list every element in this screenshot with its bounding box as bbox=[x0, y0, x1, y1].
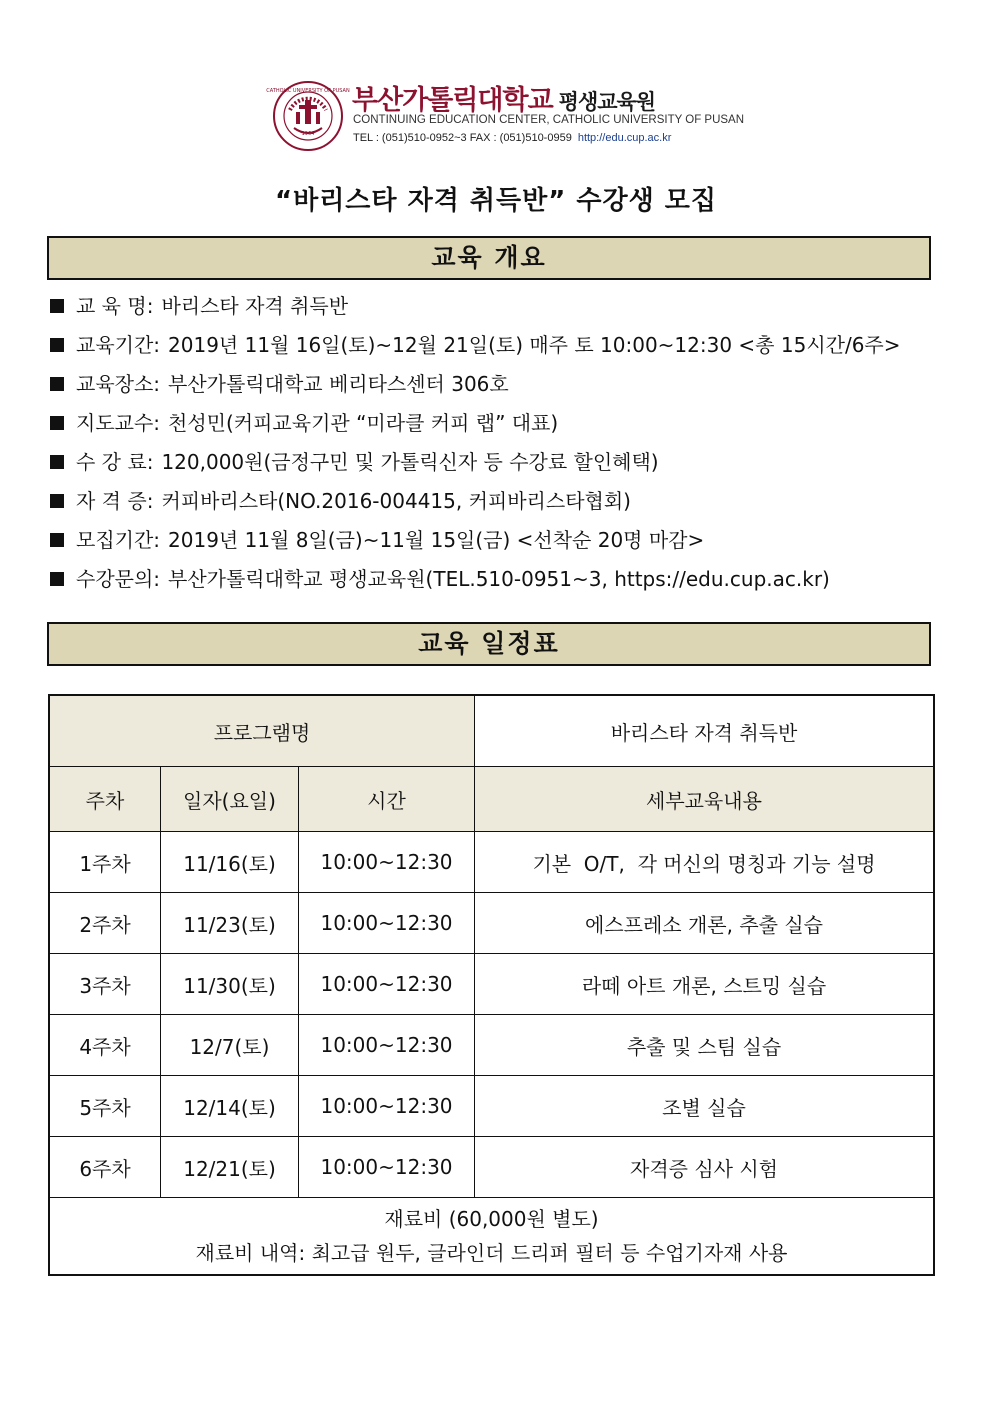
list-item: 자 격 증: 커피바리스타(NO.2016-004415, 커피바리스타협회) bbox=[50, 483, 950, 522]
item-value: 부산가톨릭대학교 평생교육원(TEL.510-0951~3, https://edu.cup.ac.kr) bbox=[168, 567, 830, 591]
table-footer-row bbox=[49, 1198, 934, 1276]
overview-heading: 교육 개요 bbox=[47, 236, 931, 280]
bullet-square-icon bbox=[50, 338, 64, 352]
org-contact bbox=[353, 132, 671, 144]
org-url-link[interactable]: http://edu.cup.ac.kr bbox=[577, 132, 672, 144]
contact-phone-fax: TEL : (051)510-0952~3 FAX : (051)510-0959 bbox=[353, 132, 572, 144]
seal-year: 1964 bbox=[301, 131, 315, 137]
table-row bbox=[49, 832, 934, 893]
week-cell: 6주차 bbox=[49, 1137, 161, 1198]
org-subname: 평생교육원 bbox=[558, 90, 656, 114]
date-cell: 12/21(토) bbox=[161, 1137, 299, 1198]
item-value: 120,000원(금정구민 및 가톨릭신자 등 수강료 할인혜택) bbox=[161, 450, 659, 474]
program-name: 바리스타 자격 취득반 bbox=[475, 695, 935, 767]
material-fee-detail: 재료비 내역: 최고급 원두, 글라인더 드리퍼 필터 등 수업기자재 사용 bbox=[195, 1241, 788, 1265]
time-cell: 10:00~12:30 bbox=[299, 1015, 475, 1076]
time-cell: 10:00~12:30 bbox=[299, 893, 475, 954]
item-value: 부산가톨릭대학교 베리타스센터 306호 bbox=[168, 372, 509, 396]
date-cell: 12/14(토) bbox=[161, 1076, 299, 1137]
org-name: 부산가톨릭대학교 bbox=[352, 85, 553, 116]
item-label: 교 육 명 bbox=[76, 294, 147, 318]
seal-text: CATHOLIC UNIVERSITY OF PUSAN bbox=[266, 88, 350, 94]
column-header: 시간 bbox=[299, 767, 475, 832]
table-row bbox=[49, 1015, 934, 1076]
material-fee: 재료비 (60,000원 별도) bbox=[384, 1207, 599, 1231]
week-cell: 4주차 bbox=[49, 1015, 161, 1076]
page-header bbox=[266, 74, 745, 154]
time-cell: 10:00~12:30 bbox=[299, 1137, 475, 1198]
bullet-square-icon bbox=[50, 455, 64, 469]
content-cell: 조별 실습 bbox=[475, 1076, 935, 1137]
bullet-square-icon bbox=[50, 572, 64, 586]
time-cell: 10:00~12:30 bbox=[299, 832, 475, 893]
org-english-name: CONTINUING EDUCATION CENTER, CATHOLIC UNIVERSITY OF PUSAN bbox=[353, 114, 745, 126]
item-value: 2019년 11월 16일(토)~12월 21일(토) 매주 토 10:00~12:30 <총 15시간/6주> bbox=[168, 333, 901, 357]
table-row bbox=[49, 893, 934, 954]
bullet-square-icon bbox=[50, 377, 64, 391]
table-header-row bbox=[49, 767, 934, 832]
item-label: 교육기간 bbox=[76, 333, 154, 357]
item-label: 수강문의 bbox=[76, 567, 154, 591]
list-item: 모집기간: 2019년 11월 8일(금)~11월 15일(금) <선착순 20명 마감> bbox=[50, 522, 950, 561]
bullet-square-icon bbox=[50, 494, 64, 508]
item-label: 교육장소 bbox=[76, 372, 154, 396]
time-cell: 10:00~12:30 bbox=[299, 1076, 475, 1137]
page-title: “바리스타 자격 취득반” 수강생 모집 bbox=[274, 186, 717, 216]
item-value: 2019년 11월 8일(금)~11월 15일(금) <선착순 20명 마감> bbox=[168, 528, 705, 552]
week-cell: 3주차 bbox=[49, 954, 161, 1015]
week-cell: 1주차 bbox=[49, 832, 161, 893]
item-value: 커피바리스타(NO.2016-004415, 커피바리스타협회) bbox=[161, 489, 631, 513]
column-header: 주차 bbox=[49, 767, 161, 832]
list-item: 수강문의: 부산가톨릭대학교 평생교육원(TEL.510-0951~3, https://edu.cup.ac.kr) bbox=[50, 561, 950, 600]
schedule-heading: 교육 일정표 bbox=[47, 622, 931, 666]
list-item: 교육장소: 부산가톨릭대학교 베리타스센터 306호 bbox=[50, 366, 950, 405]
bullet-square-icon bbox=[50, 299, 64, 313]
date-cell: 11/16(토) bbox=[161, 832, 299, 893]
table-row bbox=[49, 1076, 934, 1137]
table-row bbox=[49, 695, 934, 767]
schedule-table bbox=[48, 694, 935, 1276]
item-value: 바리스타 자격 취득반 bbox=[161, 294, 349, 318]
column-header: 일자(요일) bbox=[161, 767, 299, 832]
university-seal-icon bbox=[266, 80, 350, 152]
time-cell: 10:00~12:30 bbox=[299, 954, 475, 1015]
item-value: 천성민(커피교육기관 “미라클 커피 랩” 대표) bbox=[168, 411, 559, 435]
week-cell: 5주차 bbox=[49, 1076, 161, 1137]
bullet-square-icon bbox=[50, 533, 64, 547]
material-fee-note bbox=[49, 1198, 934, 1276]
content-cell: 추출 및 스팀 실습 bbox=[475, 1015, 935, 1076]
item-label: 자 격 증 bbox=[76, 489, 147, 513]
week-cell: 2주차 bbox=[49, 893, 161, 954]
content-cell: 라떼 아트 개론, 스트밍 실습 bbox=[475, 954, 935, 1015]
content-cell: 자격증 심사 시험 bbox=[475, 1137, 935, 1198]
table-row bbox=[49, 954, 934, 1015]
content-cell: 에스프레소 개론, 추출 실습 bbox=[475, 893, 935, 954]
bullet-square-icon bbox=[50, 416, 64, 430]
item-label: 지도교수 bbox=[76, 411, 154, 435]
list-item: 교 육 명: 바리스타 자격 취득반 bbox=[50, 288, 950, 327]
program-label: 프로그램명 bbox=[49, 695, 475, 767]
content-cell: 기본 O/T, 각 머신의 명칭과 기능 설명 bbox=[475, 832, 935, 893]
list-item: 지도교수: 천성민(커피교육기관 “미라클 커피 랩” 대표) bbox=[50, 405, 950, 444]
org-title bbox=[352, 78, 655, 117]
item-label: 수 강 료 bbox=[76, 450, 147, 474]
overview-list bbox=[50, 288, 950, 600]
date-cell: 11/23(토) bbox=[161, 893, 299, 954]
table-row bbox=[49, 1137, 934, 1198]
list-item: 교육기간: 2019년 11월 16일(토)~12월 21일(토) 매주 토 10:00~12:30 <총 15시간/6주> bbox=[50, 327, 950, 366]
date-cell: 12/7(토) bbox=[161, 1015, 299, 1076]
date-cell: 11/30(토) bbox=[161, 954, 299, 1015]
column-header: 세부교육내용 bbox=[475, 767, 935, 832]
item-label: 모집기간 bbox=[76, 528, 154, 552]
list-item: 수 강 료: 120,000원(금정구민 및 가톨릭신자 등 수강료 할인혜택) bbox=[50, 444, 950, 483]
